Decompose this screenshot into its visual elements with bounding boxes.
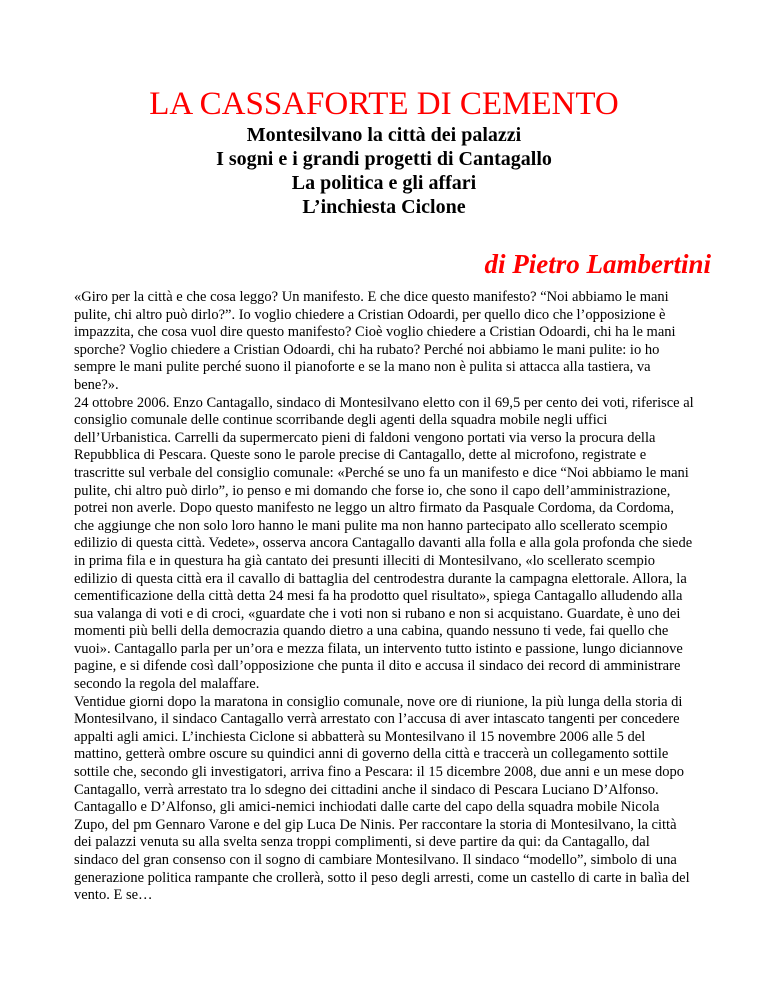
- subtitle-line: Montesilvano la città dei palazzi: [246, 124, 522, 146]
- subtitle-line: I sogni e i grandi progetti di Cantagallo: [216, 148, 552, 170]
- article-body: [74, 289, 694, 905]
- article-paragraph: Ventidue giorni dopo la maratona in consiglio comunale, nove ore di riunione, la più lunga della storia di Montesilvano, il sindaco Cantagallo verrà arrestato con l’accusa di aver intascato tangenti per concedere appalti agli amici. L’inchiesta Ciclone si abbatterà su Montesilvano il 15 novembre 2006 alle 5 del mattino, getterà ombre oscure su quindici anni di governo della città e traccerà un collegamento sottile sottile che, secondo gli investigatori, arriva fino a Pescara: il 15 dicembre 2008, due anni e un mese dopo Cantagallo, verrà arrestato tra lo sdegno dei cittadini anche il sindaco di Pescara Luciano D’Alfonso. Cantagallo e D’Alfonso, gli amici-nemici inchiodati dalle carte del capo della squadra mobile Nicola Zupo, del pm Gennaro Varone e del gip Luca De Ninis. Per raccontare la storia di Montesilvano, la città dei palazzi venuta su alla svelta senza troppi complimenti, si deve partire da qui: da Cantagallo, dal sindaco del gran consenso con il sogno di cambiare Montesilvano. Il sindaco “modello”, simbolo di una generazione politica rampante che crollerà, sotto il peso degli arresti, come un castello di carte in balìa del vento. E se…: [74, 693, 690, 904]
- document-title: LA CASSAFORTE DI CEMENTO: [149, 86, 619, 122]
- author-byline: di Pietro Lambertini: [484, 249, 711, 279]
- article-paragraph: 24 ottobre 2006. Enzo Cantagallo, sindaco di Montesilvano eletto con il 69,5 per cento dei voti, riferisce al consiglio comunale delle continue scorribande degli agenti della squadra mobile negli uffici dell’Urbanistica. Carrelli da supermercato pieni di faldoni vengono portati via verso la procura della Repubblica di Pescara. Queste sono le parole precise di Cantagallo, dette al microfono, registrate e trascritte sul verbale del consiglio comunale: «Perché se uno fa un manifesto e dice “Noi abbiamo le mani pulite, chi altro può dirlo”, io penso e mi domando che forse io, che sono il capo dell’amministrazione, potrei non averle. Dopo questo manifesto ne leggo un altro firmato da Pasquale Cordoma, da Cordoma, che aggiunge che non solo loro hanno le mani pulite ma non hanno partecipato allo scellerato scempio edilizio di questa città. Vedete», osserva ancora Cantagallo davanti alla folla e alla gola profonda che siede in prima fila e in questura ha già cantato dei presunti illeciti di Montesilvano, «lo scellerato scempio edilizio di questa città era il cavallo di battaglia del centrodestra durante la campagna elettorale. Allora, la cementificazione della città detta 24 mesi fa ha prodotto quel risultato», spiega Cantagallo alludendo alla sua valanga di voti e di croci, «guardate che i voti non si rubano e non si acquistano. Guardate, è uno dei momenti più belli della democrazia quando dietro a una cabina, quando nessuno ti vede, fai quello che vuoi». Cantagallo parla per un’ora e mezza filata, un intervento tutto istinto e passione, lungo diciannove pagine, e si difende così dall’opposizione che punta il dito e accusa il sindaco dei record di amministrare secondo la regola del malaffare.: [74, 394, 694, 693]
- subtitle-list: [0, 123, 768, 219]
- subtitle-line: La politica e gli affari: [291, 172, 477, 194]
- article-paragraph: «Giro per la città e che cosa leggo? Un manifesto. E che dice questo manifesto? “Noi abbiamo le mani pulite, chi altro può dirlo?”. Io voglio chiedere a Cristian Odoardi, per quello dico che l’opposizione è impazzita, che cosa vuol dire questo manifesto? Cioè voglio chiedere a Cristian Odoardi, chi ha le mani sporche? Voglio chiedere a Cristian Odoardi, chi ha rubato? Perché noi abbiamo le mani pulite: io ho sempre le mani pulite perché suono il pianoforte e se la mano non è pulita si attacca alla tastiera, va bene?».: [74, 289, 676, 393]
- subtitle-line: L’inchiesta Ciclone: [302, 196, 466, 218]
